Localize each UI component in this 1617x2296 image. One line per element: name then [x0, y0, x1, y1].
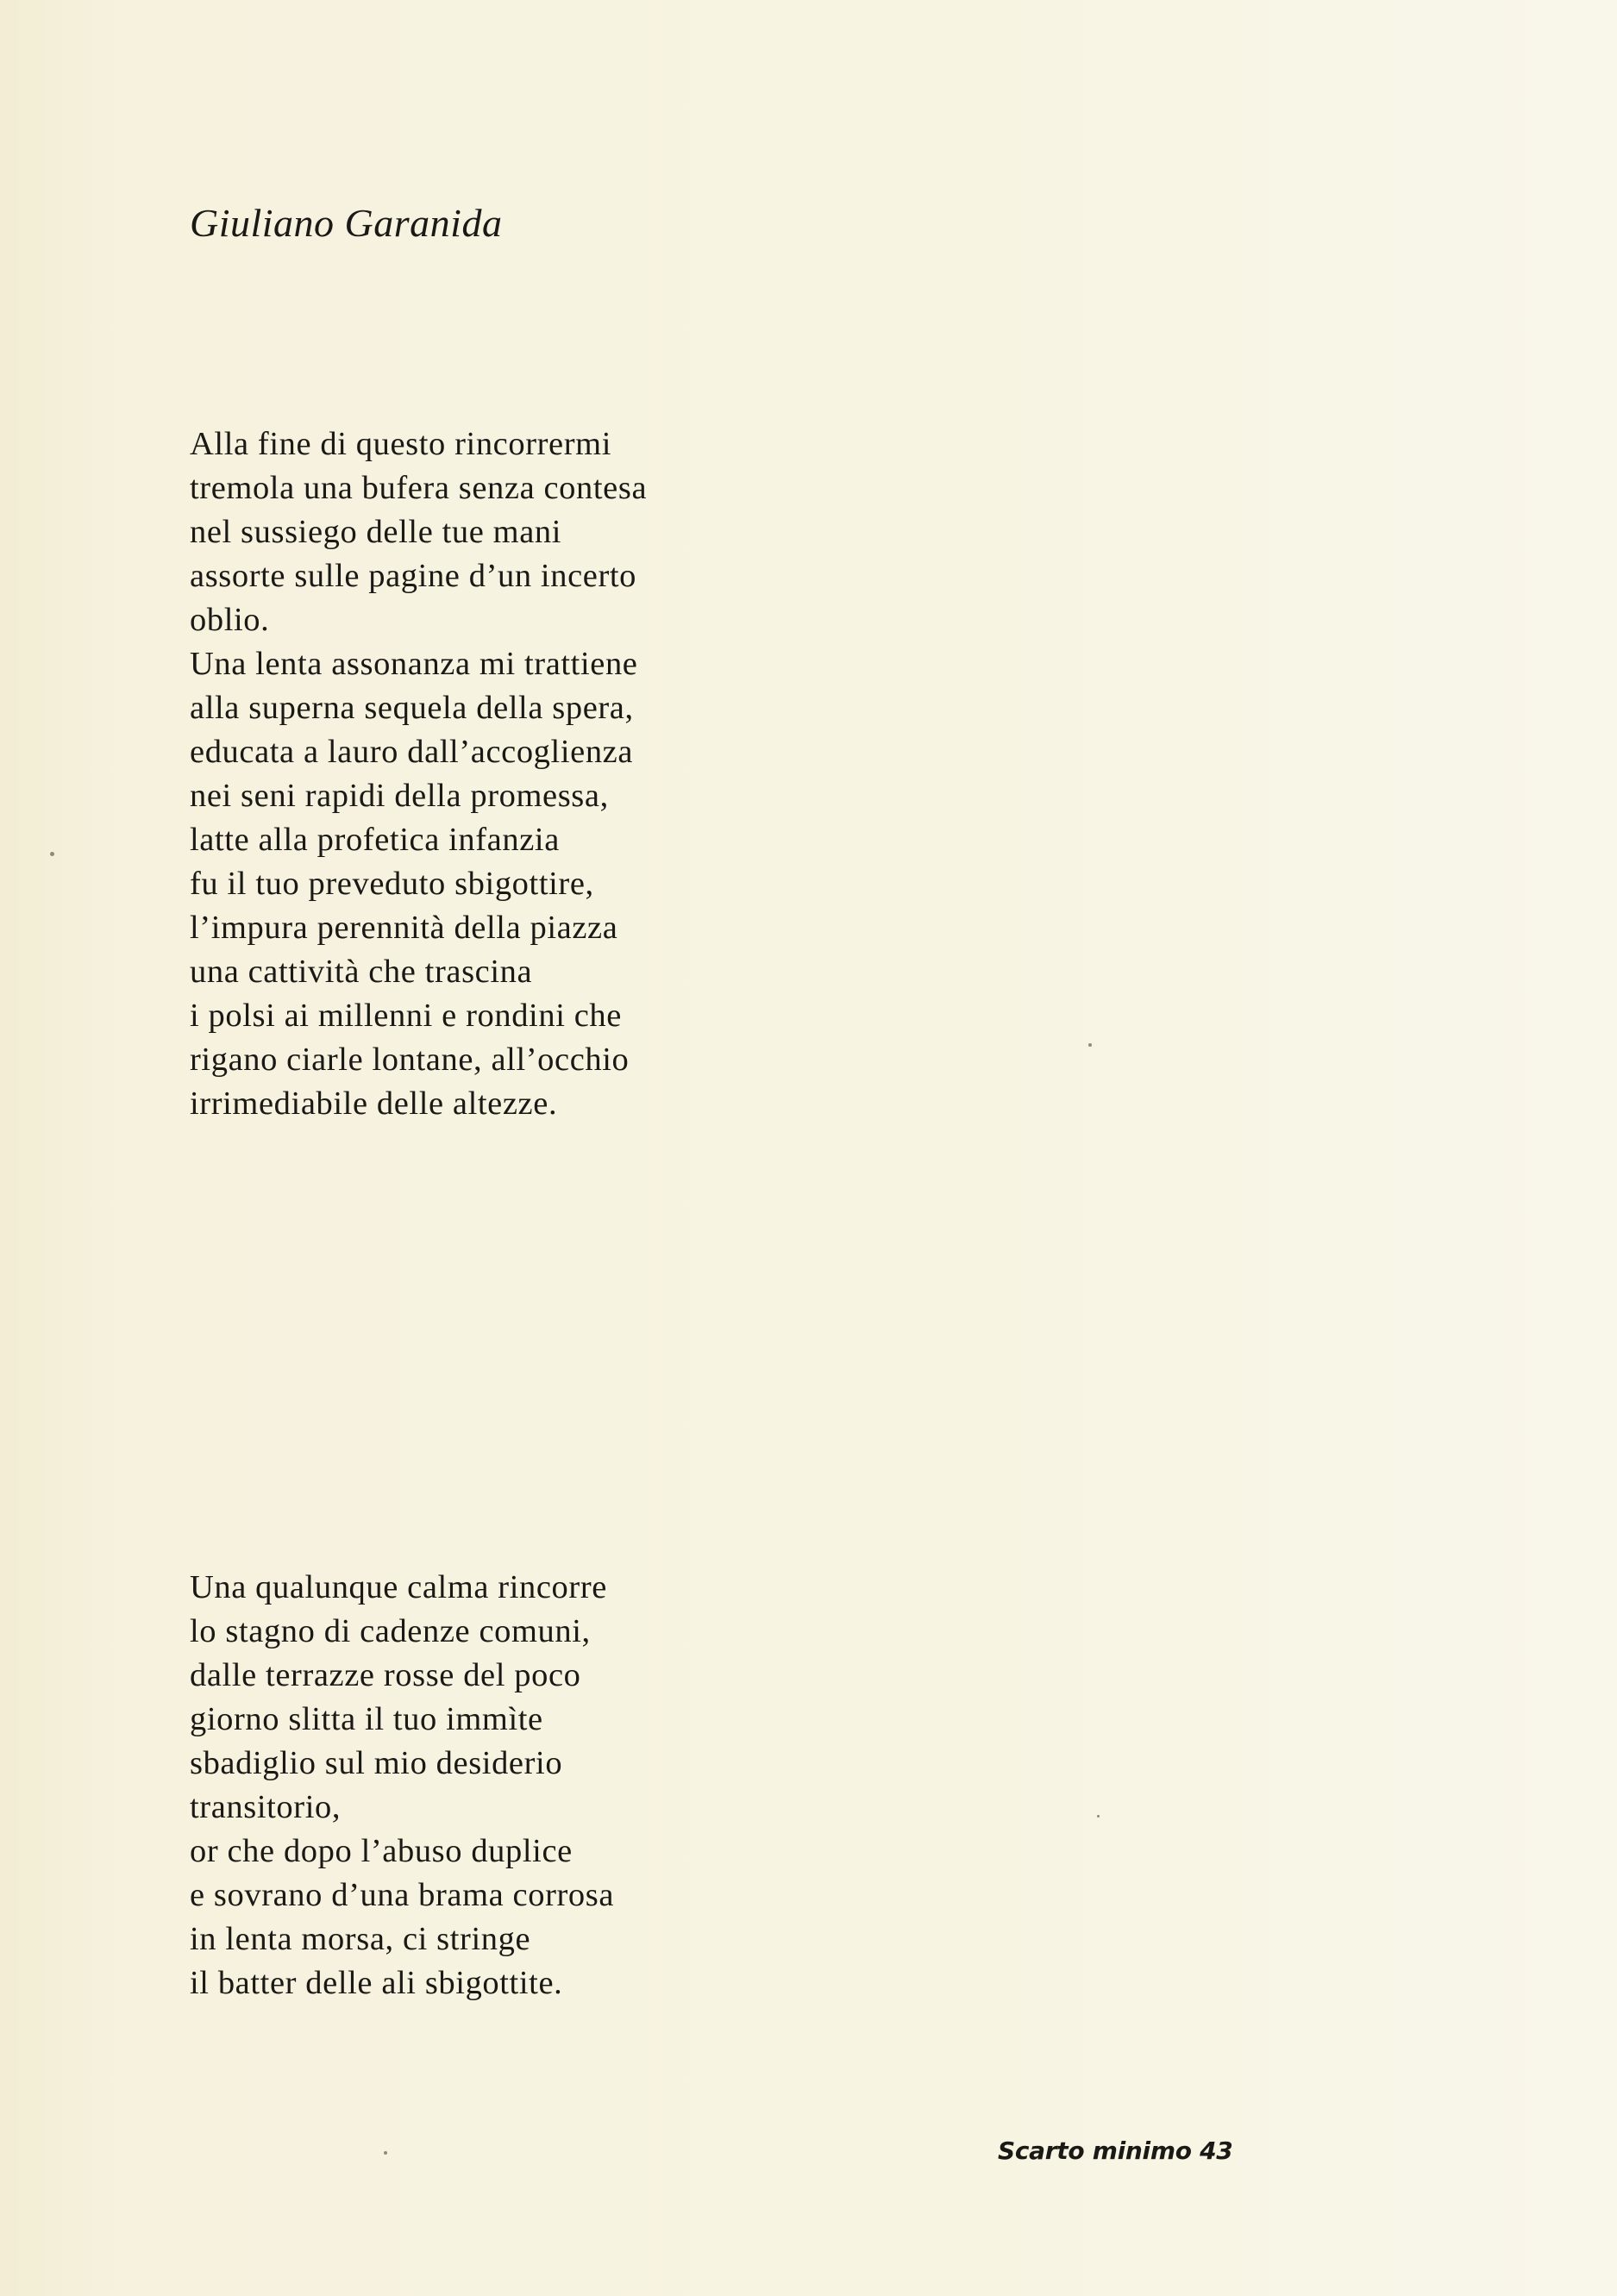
poem-line: in lenta morsa, ci stringe [190, 1921, 531, 1957]
poem-line: e sovrano d’una brama corrosa [190, 1877, 615, 1913]
poem-line: transitorio, [190, 1789, 342, 1825]
poem-line: lo stagno di cadenze comuni, [190, 1613, 591, 1649]
poem-line: latte alla profetica infanzia [190, 822, 560, 858]
poem-line: alla superna sequela della spera, [190, 690, 634, 726]
page-footer: Scarto minimo 43 [998, 2136, 1233, 2165]
poem-line: nei seni rapidi della promessa, [190, 778, 609, 814]
poem-line: sbadiglio sul mio desiderio [190, 1745, 563, 1781]
poem-line: or che dopo l’abuso duplice [190, 1833, 573, 1869]
poem-line: Una lenta assonanza mi trattiene [190, 646, 638, 682]
poem-line: oblio. [190, 602, 270, 638]
poem-line: irrimediabile delle altezze. [190, 1085, 558, 1122]
poem-line: i polsi ai millenni e rondini che [190, 998, 622, 1034]
poem-line: nel sussiego delle tue mani [190, 514, 562, 550]
poem-line: Alla fine di questo rincorrermi [190, 426, 612, 462]
paper-speck [50, 852, 54, 856]
poem-line: giorno slitta il tuo immìte [190, 1701, 543, 1737]
author-name: Giuliano Garanida [190, 201, 503, 245]
poem-line: una cattività che trascina [190, 954, 533, 990]
poem-line: educata a lauro dall’accoglienza [190, 734, 634, 770]
poem-line: rigano ciarle lontane, all’occhio [190, 1042, 630, 1078]
paper-speck [1097, 1815, 1100, 1817]
poem-line: tremola una bufera senza contesa [190, 470, 648, 506]
poem-1 [190, 422, 647, 1126]
poem-2 [190, 1566, 614, 2005]
poem-line: il batter delle ali sbigottite. [190, 1965, 563, 2001]
poem-line: Una qualunque calma rincorre [190, 1569, 607, 1605]
paper-speck [384, 2151, 387, 2155]
poem-line: l’impura perennità della piazza [190, 910, 618, 946]
poem-line: dalle terrazze rosse del poco [190, 1657, 581, 1693]
paper-speck [1088, 1043, 1092, 1047]
poem-line: fu il tuo preveduto sbigottire, [190, 866, 594, 902]
poem-line: assorte sulle pagine d’un incerto [190, 558, 637, 594]
